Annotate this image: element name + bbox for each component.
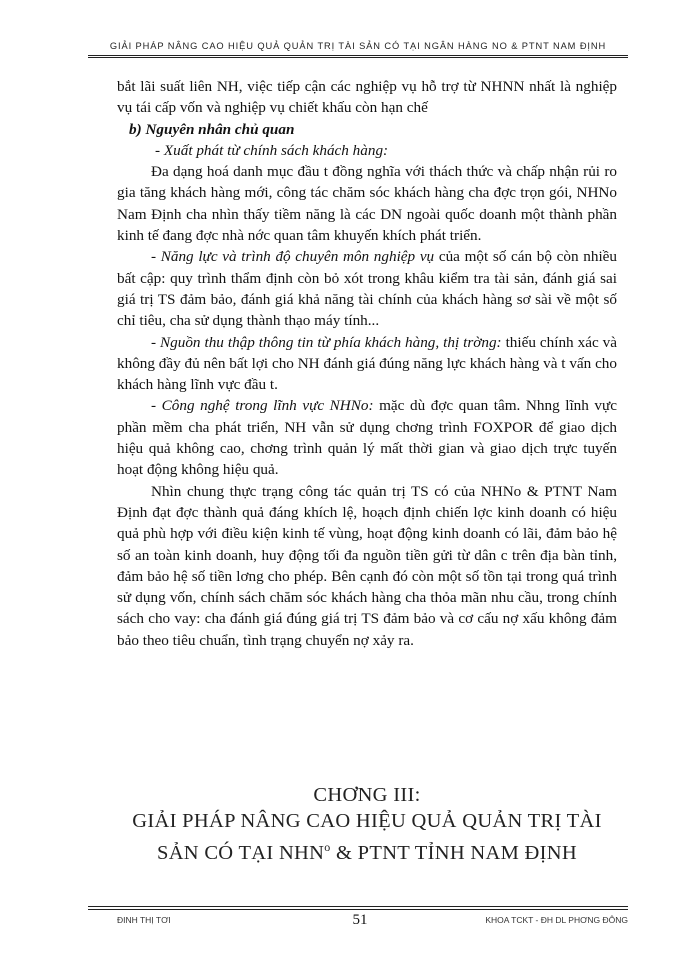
sub-heading: - Xuất phát từ chính sách khách hàng:: [155, 141, 389, 159]
header-rule-top: [88, 55, 628, 56]
footer-author: ĐINH THỊ TƠI: [117, 915, 171, 925]
body-text: [117, 76, 617, 651]
chapter-title-superscript: o: [324, 840, 331, 854]
paragraph-rest: của một số cán bộ còn nhiều bất cập: quy trình thẩm định còn bỏ xót trong khâu kiểm tra tài sản, đánh giá sai giá trị TS đảm bảo, đánh giá khả năng tài chính của khách hàng sơ sài về một số chỉ tiêu, cha sử dụng thành thạo máy tính...: [117, 248, 617, 330]
paragraph-rest: thiếu chính xác và không đầy đủ nên bất lợi cho NH đánh giá đúng năng lực khách hàng và t vấn cho khách hàng lĩnh vực đầu t.: [117, 333, 617, 394]
paragraph-customer-policy: Đa dạng hoá danh mục đầu t đồng nghĩa với thách thức và chấp nhận rủi ro gia tăng khách hàng mới, công tác chăm sóc khách hàng cha đợc trọn gói, NHNo Nam Định cha nhìn thấy tiềm năng là các DN ngoài quốc doanh một thành phần kinh tế đang đợc nhà nớc quan tâm khuyến khích phát triển.: [117, 163, 617, 245]
running-header: GIẢI PHÁP NÂNG CAO HIỆU QUẢ QUẢN TRỊ TÀI SẢN CÓ TẠI NGÂN HÀNG NO & PTNT NAM ĐỊNH: [109, 41, 607, 51]
chapter-title-line-2: [117, 834, 617, 866]
chapter-heading: [117, 782, 617, 866]
paragraph-technology: [117, 395, 617, 480]
footer-rule-top: [88, 906, 628, 907]
paragraph-staff-capacity: [117, 246, 617, 331]
paragraph-rest: mặc dù đợc quan tâm. Nhng lĩnh vực phần mềm cha phát triển, NH vẫn sử dụng chơng trình FOXPOR để giao dịch hiệu quả không cao, chơng trình quản lý mất thời gian và giao dịch trực tuyến hoạt động không hiệu quả.: [117, 397, 618, 479]
chapter-title-line-1: GIẢI PHÁP NÂNG CAO HIỆU QUẢ QUẢN TRỊ TÀI: [132, 810, 602, 832]
footer-institution: KHOA TCKT - ĐH DL PHƠNG ĐÔNG: [485, 915, 628, 925]
chapter-number: CHƠNG III:: [313, 784, 421, 806]
page-number: 51: [352, 912, 368, 928]
paragraph-summary: Nhìn chung thực trạng công tác quản trị TS có của NHNo & PTNT Nam Định đạt đợc thành quả đáng khích lệ, hoạch định chiến lợc kinh doanh có hiệu quả phù hợp với điều kiện kinh tế vùng, hoạt động kinh doanh có lãi, đảm bảo hệ số an toàn kinh doanh, huy động tối đa nguồn tiền gửi từ dân c trên địa bàn tỉnh, đảm bảo hệ số tiền lơng cho phép. Bên cạnh đó còn một số tồn tại trong quá trình sử dụng vốn, chính sách chăm sóc khách hàng cha thỏa mãn nhu cầu, trong chính sách cho vay: cha đánh giá đúng giá trị TS đảm bảo và cơ cấu nợ xấu không đảm bảo theo tiêu chuẩn, tình trạng chuyển nợ xảy ra.: [117, 482, 617, 649]
paragraph-continuation: bắt lãi suất liên NH, việc tiếp cận các nghiệp vụ hỗ trợ từ NHNN nhất là nghiệp vụ tái cấp vốn và nghiệp vụ chiết khấu còn hạn chế: [117, 78, 617, 117]
header-rule-bottom: [88, 57, 628, 58]
paragraph-lead: - Công nghệ trong lĩnh vực NHNo:: [151, 397, 374, 415]
footer-rule-bottom: [88, 909, 628, 910]
section-heading: b) Nguyên nhân chủ quan: [129, 120, 295, 138]
paragraph-lead: - Nguồn thu thập thông tin từ phía khách hàng, thị trờng:: [151, 333, 502, 351]
paragraph-lead: - Năng lực và trình độ chuyên môn nghiệp vụ: [151, 248, 435, 266]
chapter-title-rest: & PTNT TỈNH NAM ĐỊNH: [330, 841, 577, 864]
chapter-title-part: SẢN CÓ TẠI NHN: [157, 841, 325, 864]
paragraph-information-source: [117, 332, 617, 396]
